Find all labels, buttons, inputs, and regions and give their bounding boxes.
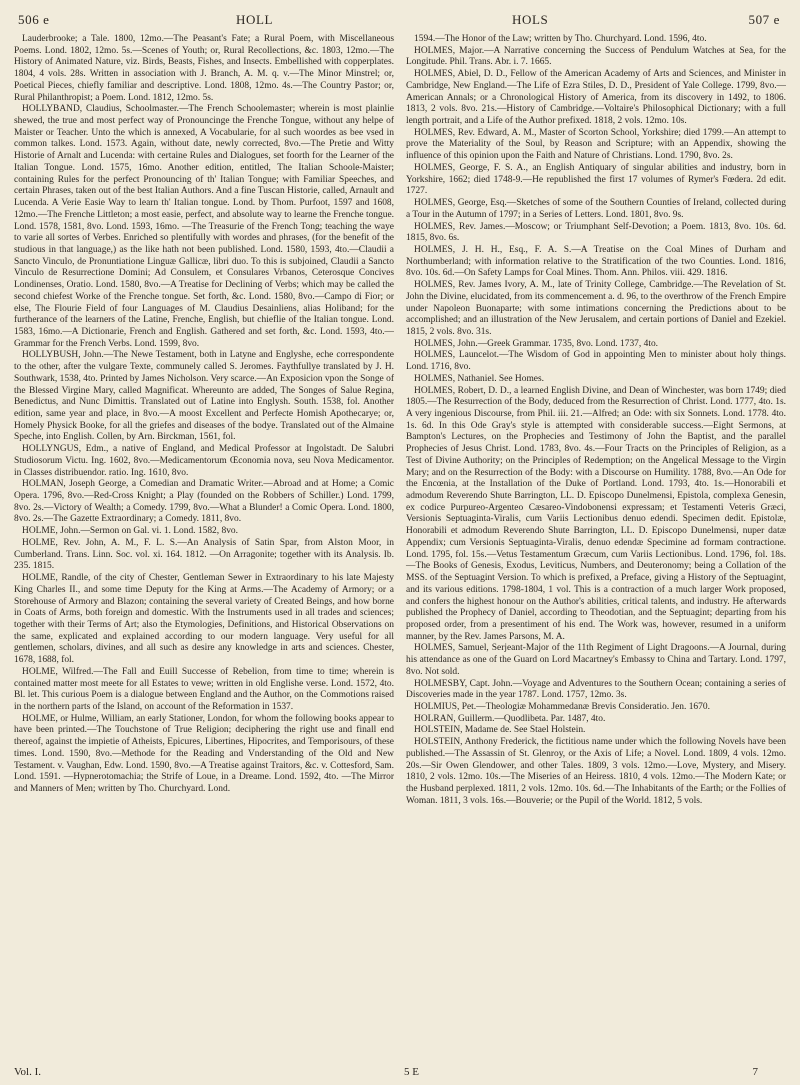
bibliography-entry: HOLSTEIN, Madame de. See Stael Holstein.	[414, 725, 586, 736]
bibliography-entry: HOLMES, George, Esq.—Sketches of some of the Southern Counties of Ireland, collected during a Tour in the Autumn of 1797; in a Series of Letters. Lond. 1801, 8vo. 9s.	[406, 198, 786, 220]
bibliography-entry: HOLME, Randle, of the city of Chester, Gentleman Sewer in Extraordinary to his late Majesty King Charles II., and some time Deputy for the King at Arms.—The Academy of Armory; or a Storehouse of Armory and Blazon; containing the several variety of Created Beings, and how borne in Coats of Arms, both foreign and domestic. With the Instruments used in all trades and sciences; together with their Terms of Art; also the Etymologies, Definitions, and Historical Observations on the same, explicated and explained according to our modern language. Very useful for all gentlemen, scholars, divines, and all such as desire any knowledge in arts and sciences. Chester, 1678, 1688, fol.	[14, 573, 394, 666]
bibliography-entry: HOLMES, Rev. Edward, A. M., Master of Scorton School, Yorkshire; died 1799.—An attempt to prove the Materiality of the Soul, by Reason and Scripture; with an Appendix, showing the influence of this opinion upon the Faith and Nature of Christians. Lond. 1790, 8vo. 2s.	[406, 127, 786, 162]
bibliography-entry: HOLMES, Robert, D. D., a learned English Divine, and Dean of Winchester, was born 1749; died 1805.—The Resurrection of the Body, deduced from the Resurrection of Christ. Lond. 1777, 4to. 1s. A very ingenious Discourse, from Phil. iii. 21.—Alfred; an Ode: with six Sonnets. Lond. 1778. 4to. 1s. 6d. In this Ode Gray's style is attempted with considerable success.—Eight Sermons, at Bampton's Lectures, on the Prophecies and Testimony of John the Baptist, and the parallel Prophecies of Jesus Christ. Lond. 1783, 8vo. 4s.—Four Tracts on the Principles of Religion, as a Test of Divine Authority; on the Principles of Redemption; on the Angelical Message to the Virgin Mary; and on the Resurrection of the Body: with a Discourse on Humility. 1788, 8vo.—An Ode for the Encœnia, at the Installation of the Duke of Portland. Lond. 1793, 4to. 1s.—Honorabili et admodum Reverendo Shute Barrington, LL. D. Episcopo Dunelmensi, Epistola, complexa Genesin, ex codice Purpureo-Argenteo Cæsareo-Vindobonensi expressam; et Testamenti Veteris Græci, Versionis Septuaginta-Viralis, cum Variis Lectionibus denuo edendi. Specimen dedit. Epistolæ, Honorabili et admodum Reverendo Shute Barrington, LL. D. Episcopo Dunelmensi, nuper datæ Appendix; cum Versionis Septuaginta-Viralis, denuo edendæ Specimine ad formam contractione. Lond. 1795, fol. 15s.—Vetus Testamentum Græcum, cum Variis Lectionibus. Lond. 1796, fol. 18s.—The Books of Genesis, Exodus, Leviticus, Numbers, and Deuteronomy; being a Collation of the MSS. of the Septuagint Version. To which is prefixed, a Preface, giving a History of the Septuagint, and its various editions. 1798-1804, 1 vol. This is a contraction of a much larger Work proposed, and confers the highest honour on the Author's abilities, critical talents, and industry. He afterwards published the Prophecy of Daniel, according to Theodotian, and the Septuagint; departing from his proposed order, from a presentiment of his end. The Work was, however, resumed in a uniform manner, by the Rev. James Parsons, M. A.	[406, 385, 786, 642]
bibliography-entry: HOLMES, Major.—A Narrative concerning the Success of Pendulum Watches at Sea, for the Longitude. Phil. Trans. Abr. i. 7. 1665.	[406, 45, 786, 68]
bibliography-entry: HOLLYBUSH, John.—The Newe Testament, both in Latyne and Englyshe, eche correspondente to the other, after the vulgare Texte, communely called S. Jeromes. Faythfullye translated by J. H. Southwark, 1538, 4to. Printed by James Nicholson. Very scarce.—An Exposicion vpon the Songe of the Blessed Virgine Mary, called Magnificat. Whereunto are added, The Songes of Salue Regina, Benedictus, and Nunc Dimittis. Translated out of Latine into Englysh. South. 1538, fol. Another edition, same year and place, in 8vo.—A moost Excellent and Perfecte Homish Apothecarye; or, Homely Physick Booke, for all the griefes and diseases of the bodye. Translated out of the Almaine Speche, into English. Collen, by Arn. Birckman, 1561, fol.	[14, 350, 394, 443]
two-column-body	[14, 34, 786, 807]
headword-left: HOLL	[236, 12, 274, 27]
bibliography-entry: Lauderbrooke; a Tale. 1800, 12mo.—The Peasant's Fate; a Rural Poem, with Miscellaneous Poems. Lond. 1802, 12mo. 5s.—Scenes of Youth; or, Rural Recollections, &c. 1803, 12mo.—The History of Animated Nature, viz. Birds, Beasts, Fishes, and Insects. Embellished with copperplates. 1804, 4 vols. 28s. Written in association with J. Branch, A. M. q. v.—The Minor Minstrel; or, Poetical Pieces, chiefly familiar and descriptive. Lond. 1808, 12mo. 4s.—The Country Pastor; or, Rural Philanthropist; a Poem. Lond. 1812, 12mo. 5s.	[14, 34, 394, 103]
bibliography-entry: HOLMES, Samuel, Serjeant-Major of the 11th Regiment of Light Dragoons.—A Journal, during his attendance as one of the Guard on Lord Macartney's Embassy to China and Tartary. Lond. 1797, 8vo. Not sold.	[406, 643, 786, 677]
bibliography-entry: HOLMAN, Joseph George, a Comedian and Dramatic Writer.—Abroad and at Home; a Comic Opera. 1796, 8vo.—Red-Cross Knight; a Play (founded on the Robbers of Schiller.) Lond. 1799, 8vo. 2s.—Victory of Wealth; a Comedy. 1799, 8vo.—What a Blunder! a Comic Opera. Lond. 1800, 8vo. 2s.—The Gazette Extraordinary; a Comedy. 1811, 8vo.	[14, 479, 394, 525]
footer-number: 7	[752, 1066, 758, 1078]
page-footer	[14, 1066, 786, 1082]
bibliography-entry: HOLMESBY, Capt. John.—Voyage and Adventures to the Southern Ocean; containing a series of Discoveries made in the year 1787. Lond. 1757, 12mo. 3s.	[406, 678, 786, 701]
bibliography-entry: HOLMES, Nathaniel. See Homes.	[414, 373, 545, 384]
bibliography-entry: HOLME, or Hulme, William, an early Stationer, London, for whom the following books appear to have been printed.—The Touchstone of True Religion; deciphering the right use and finall end thereof, against the impietie of Atheists, Epicures, Libertines, Hipocrites, and Temporisours, of these times. Lond. 1590, 8vo.—Methode for the Reading and Vnderstanding of the Old and New Testament. v. Vaughan, Edw. Lond. 1590, 8vo.—A Treatise against Traitors, &c. v. Cottesford, Sam. Lond. 1591. —Hypnerotomachia; the Strife of Loue, in a Dreame. Lond. 1592, 4to. —The Mirror and Manners of Men; written by Tho. Churchyard. Lond.	[14, 713, 394, 794]
signature-mark: 5 E	[404, 1066, 419, 1078]
bibliography-entry: HOLRAN, Guillerm.—Quodlibeta. Par. 1487, 4to.	[414, 713, 606, 724]
headword-right: HOLS	[512, 12, 549, 27]
bibliography-entry: HOLME, Wilfred.—The Fall and Euill Successe of Rebelion, from time to time; wherein is contained matter most meete for all Estates to vewe; written in old Englishe verse. Lond. 1572, 4to. Bl. let. This curious Poem is a dialogue between England and the Author, on the Commotions raised in the northern parts of the Island, on account of the Reformation in 1537.	[14, 666, 394, 712]
bibliography-entry: HOLMES, J. H. H., Esq., F. A. S.—A Treatise on the Coal Mines of Durham and Northumberland; with information relative to the Stratification of the two Counties. Lond. 1816, 8vo. 10s. 6d.—On Safety Lamps for Coal Mines. Thom. Ann. Philos. viii. 429. 1816.	[406, 244, 786, 279]
bibliography-entry: HOLMES, George, F. S. A., an English Antiquary of singular abilities and industry, born in Yorkshire, 1662; died 1748-9.—He republished the first 17 volumes of Rymer's Fœdera. 2d edit. 1727.	[406, 162, 786, 197]
bibliography-entry: HOLMIUS, Pet.—Theologiæ Mohammedanæ Brevis Consideratio. Jen. 1670.	[414, 701, 710, 712]
running-header	[14, 12, 786, 34]
bibliography-entry: HOLMES, Rev. James Ivory, A. M., late of Trinity College, Cambridge.—The Revelation of St. John the Divine, elucidated, from its commencement a. d. 96, to the overthrow of the French Empire under Napoleon Buonaparte; with some intimations concerning the Predictions about to be accomplished; and an illustration of the New Jerusalem, and certain portions of Daniel and Ezekiel. 1815, 2 vols. 8vo. 31s.	[406, 280, 786, 337]
left-column	[14, 34, 394, 807]
bibliography-entry: HOLLYNGUS, Edm., a native of England, and Medical Professor at Ingolstadt. De Salubri Studiosorum Victu. Ing. 1602, 8vo.—Medicamentorum Œconomia nova, seu Nova Medicamentor. in Classes distribuendor. ratio. Ing. 1610, 8vo.	[14, 444, 394, 478]
bibliography-entry: HOLLYBAND, Claudius, Schoolmaster.—The French Schoolemaster; wherein is most plainlie shewed, the true and most perfect way of Pronouncinge the Frenche Tongue, without any helpe of Maister or Teacher. Unto the which is annexed, A Vocabularie, for al such woordes as bee vsed in common talkes. Lond. 1573. Again, without date, newly corrected, 8vo.—The Pretie and Witty Historie of Arnalt and Lucenda: with certaine Rules and Dialogues, set foorth for the Learner of the Italian Tongue. Lond. 1575, 16mo. Another edition, entitled, The Italian Schoole-Maister; containing Rules for the perfect Pronouncing of th' Italian Tongue; with Familiar Speeches, and certain Phrases, taken out of the best Italian Authors. And a fine Tuscan Historie, called, Arnault and Lucenda. A Verie Easie Way to learn th' Italian tongue. Lond. by Thom. Purfoot, 1597 and 1608, 12mo.—The Frenche Littleton; a most easie, perfect, and absolute way to learne the Frenche tongue. Lond. 1578, 1581, 8vo. Lond. 1593, 16mo. —The Treasurie of the French Tong; teaching the waye to varie all sortes of Verbes. Enriched so plentifully with wordes and phrases, (for the benefit of the studious in that language,) as the like hath not been published. Lond. 1580, 1593, 4to.—Claudii a Sancto Vinculo, de Pronuntiatione Linguæ Gallicæ, libri duo. To this is subjoined, Claudii a Sancto Vinculo de Resurrectione Domini; Ad Consulem, et Consulares Vrbanos, Ceterosque Concives Londinenses, Oratio. Lond. 1580, 8vo.—A Treatise for Declining of Verbs; which may be called the second chiefest Worke of the Frenche tongue. Set forth, &c. Lond. 1580, 8vo.—Campo di Fior; or else, The Flourie Field of four Languages of M. Claudius Desainliens, alias Holiband; for the furtherance of the learners of the Latine, Frenche, English, but chieflie of the Italian tongue. Lond. 1583, 16mo.—A Dictionarie, French and English. Gathered and set forth, &c. Lond. 1593, 4to.—Grammar for the French Verbs. Lond. 1599, 8vo.	[14, 104, 394, 349]
bibliography-entry: HOLSTEIN, Anthony Frederick, the fictitious name under which the following Novels have been published.—The Assassin of St. Glenroy, or the Axis of Life; a Novel. Lond. 1809, 4 vols. 12mo. 20s.—Sir Owen Glendower, and other Tales. 1809, 3 vols. 12mo.—Love, Mystery, and Misery. 1810, 2 vols. 12mo. 10s.—The Miseries of an Heiress. 1810, 4 vols. 12mo.—The Modern Kate; or the Husband perplexed. 1811, 2 vols. 12mo. 10s. 6d.—The Inhabitants of the Earth; or the Follies of Woman. 1811, 3 vols. 16s.—Bouverie; or the Pupil of the World. 1812, 5 vols.	[406, 737, 786, 806]
bibliography-entry: HOLMES, Launcelot.—The Wisdom of God in appointing Men to minister about holy things. Lond. 1716, 8vo.	[406, 350, 786, 373]
bibliography-entry: HOLME, Rev. John, A. M., F. L. S.—An Analysis of Satin Spar, from Alston Moor, in Cumberland. Trans. Linn. Soc. vol. xi. 164. 1812. —On Arragonite; together with its Analysis. Ib. 235. 1815.	[14, 537, 394, 572]
bibliography-entry: 1594.—The Honor of the Law; written by Tho. Churchyard. Lond. 1596, 4to.	[414, 34, 707, 44]
page-number-right: 507 e	[748, 12, 780, 27]
bibliography-entry: HOLMES, John.—Greek Grammar. 1735, 8vo. Lond. 1737, 4to.	[414, 338, 659, 349]
bibliography-entry: HOLMES, Rev. James.—Moscow; or Triumphant Self-Devotion; a Poem. 1813, 8vo. 10s. 6d. 1815, 8vo. 6s.	[406, 221, 786, 244]
page-number-left: 506 e	[18, 12, 50, 27]
bibliography-entry: HOLME, John.—Sermon on Gal. vi. 1. Lond. 1582, 8vo.	[22, 526, 239, 537]
volume-label: Vol. I.	[14, 1066, 41, 1078]
right-column	[406, 34, 786, 807]
bibliography-entry: HOLMES, Abiel, D. D., Fellow of the American Academy of Arts and Sciences, and Minister in Cambridge, New England.—The Life of Ezra Stiles, D. D., President of Yale College. 1799, 8vo.—American Annals; or a Chronological History of America, from its discovery in 1492, to 1806. 1813, 2 vols. 8vo. 21s.—History of Cambridge.—Voltaire's Philosophical Dictionary; with a full length portrait, and a Life of the Author prefixed. 1818, 2 vols. 12mo. 10s.	[406, 69, 786, 127]
